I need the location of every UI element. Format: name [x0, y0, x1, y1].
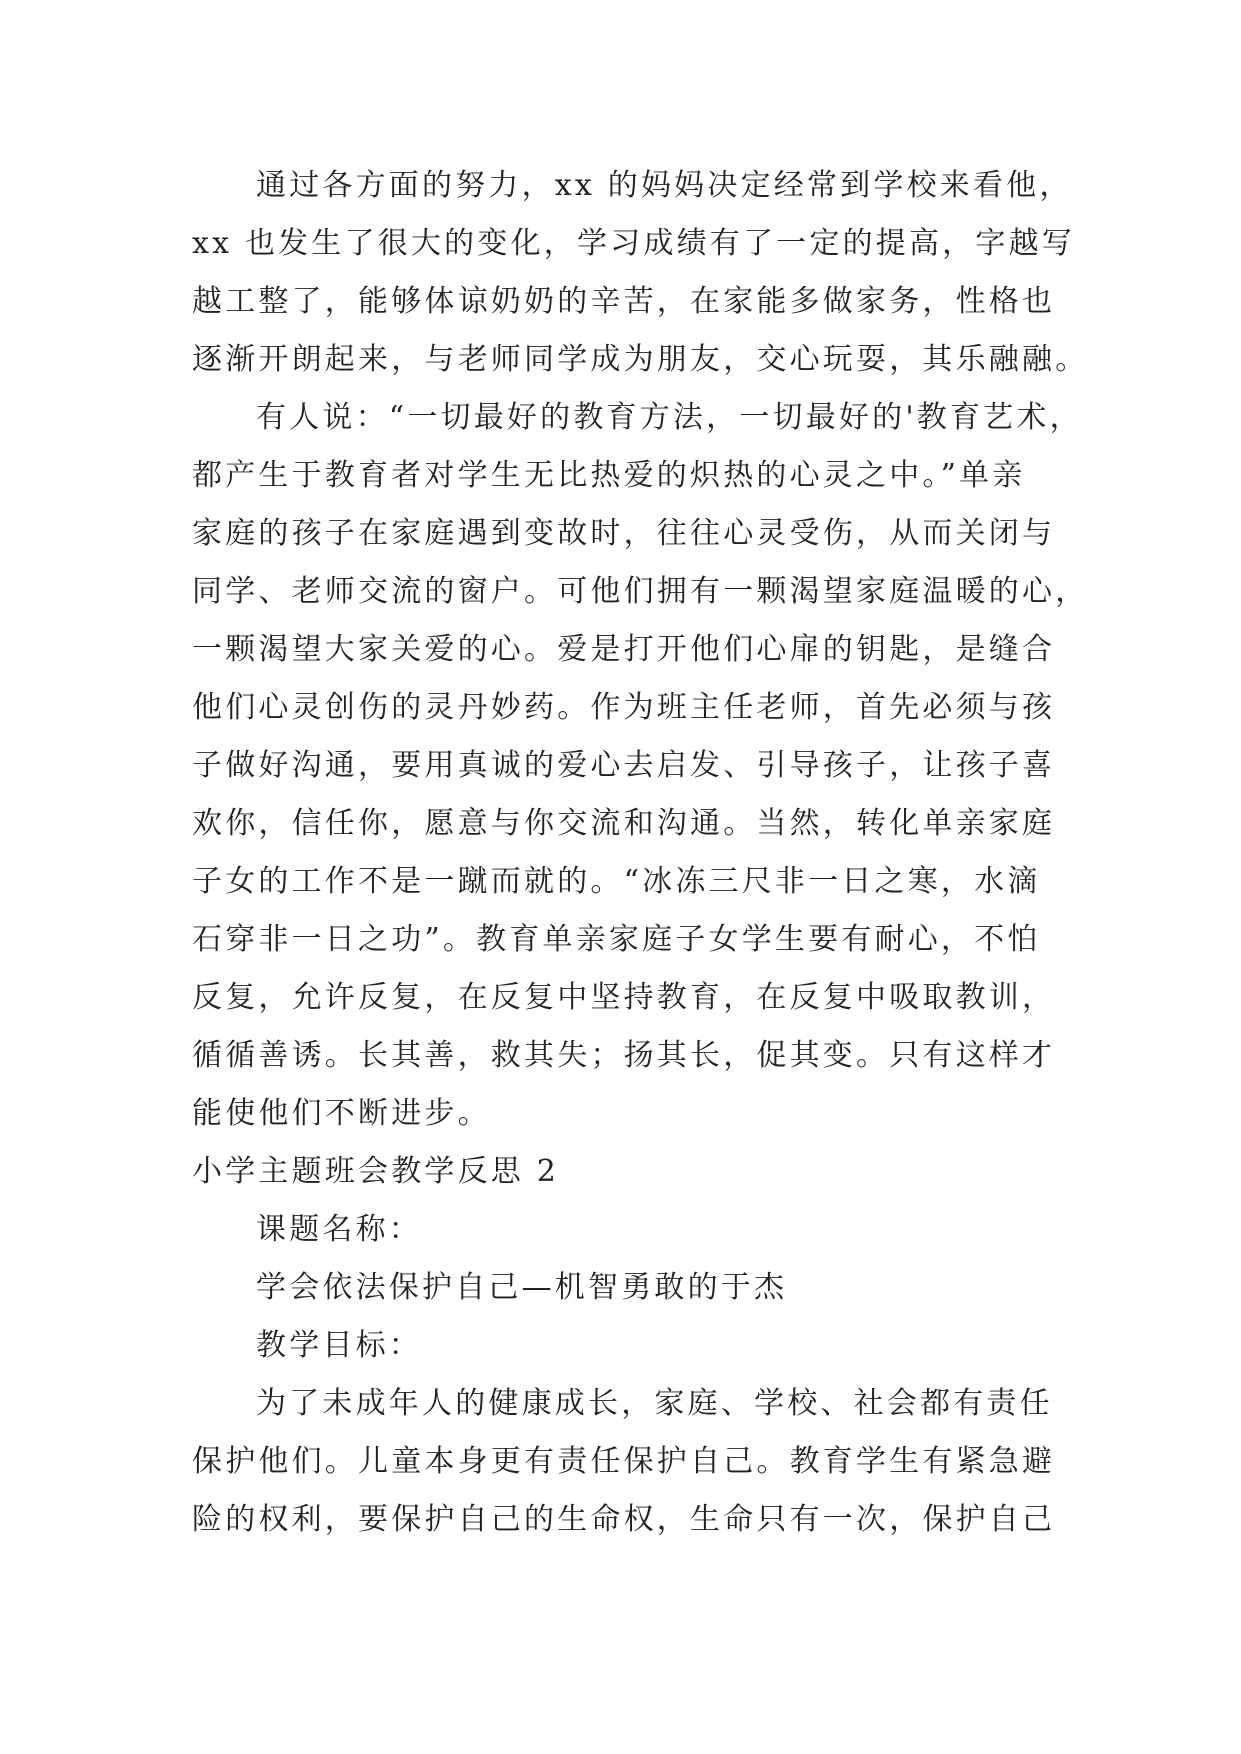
text-line: 同学、老师交流的窗户。可他们拥有一颗渴望家庭温暖的心，	[192, 574, 1089, 609]
text-line: 他们心灵创伤的灵丹妙药。作为班主任老师，首先必须与孩	[192, 690, 1056, 725]
text-line: 越工整了，能够体谅奶奶的辛苦，在家能多做家务，性格也	[192, 284, 1056, 319]
text-line: xx 也发生了很大的变化，学习成绩有了一定的提高，字越写	[192, 226, 1075, 261]
text-line: 子女的工作不是一蹴而就的。“冰冻三尺非一日之寒，水滴	[192, 864, 1041, 899]
text-line: 家庭的孩子在家庭遇到变故时，往往心灵受伤，从而关闭与	[192, 516, 1056, 551]
text-line: 教学目标：	[256, 1328, 422, 1363]
text-line: 险的权利，要保护自己的生命权，生命只有一次，保护自己	[192, 1502, 1056, 1537]
text-line: 反复，允许反复，在反复中坚持教育，在反复中吸取教训，	[192, 980, 1056, 1015]
text-line: 石穿非一日之功”。教育单亲家庭子女学生要有耐心，不怕	[192, 922, 1041, 957]
text-line: 为了未成年人的健康成长，家庭、学校、社会都有责任	[256, 1386, 1053, 1421]
text-line: 循循善诱。长其善，救其失；扬其长，促其变。只有这样才	[192, 1038, 1056, 1073]
text-line: 课题名称：	[256, 1212, 422, 1247]
text-line: 学会依法保护自己—机智勇敢的于杰	[256, 1270, 788, 1305]
text-line: 都产生于教育者对学生无比热爱的炽热的心灵之中。”单亲	[192, 458, 1026, 493]
text-line: 子做好沟通，要用真诚的爱心去启发、引导孩子，让孩子喜	[192, 748, 1056, 783]
text-line: 通过各方面的努力，xx 的妈妈决定经常到学校来看他，	[256, 168, 1073, 203]
text-line: 有人说：“一切最好的教育方法，一切最好的'教育艺术，	[256, 400, 1083, 435]
text-line: 保护他们。儿童本身更有责任保护自己。教育学生有紧急避	[192, 1444, 1056, 1479]
section-heading: 小学主题班会教学反思 2	[192, 1154, 560, 1189]
text-line: 欢你，信任你，愿意与你交流和沟通。当然，转化单亲家庭	[192, 806, 1056, 841]
text-line: 能使他们不断进步。	[192, 1096, 491, 1131]
text-line: 一颗渴望大家关爱的心。爱是打开他们心扉的钥匙，是缝合	[192, 632, 1056, 667]
text-line: 逐渐开朗起来，与老师同学成为朋友，交心玩耍，其乐融融。	[192, 342, 1089, 377]
